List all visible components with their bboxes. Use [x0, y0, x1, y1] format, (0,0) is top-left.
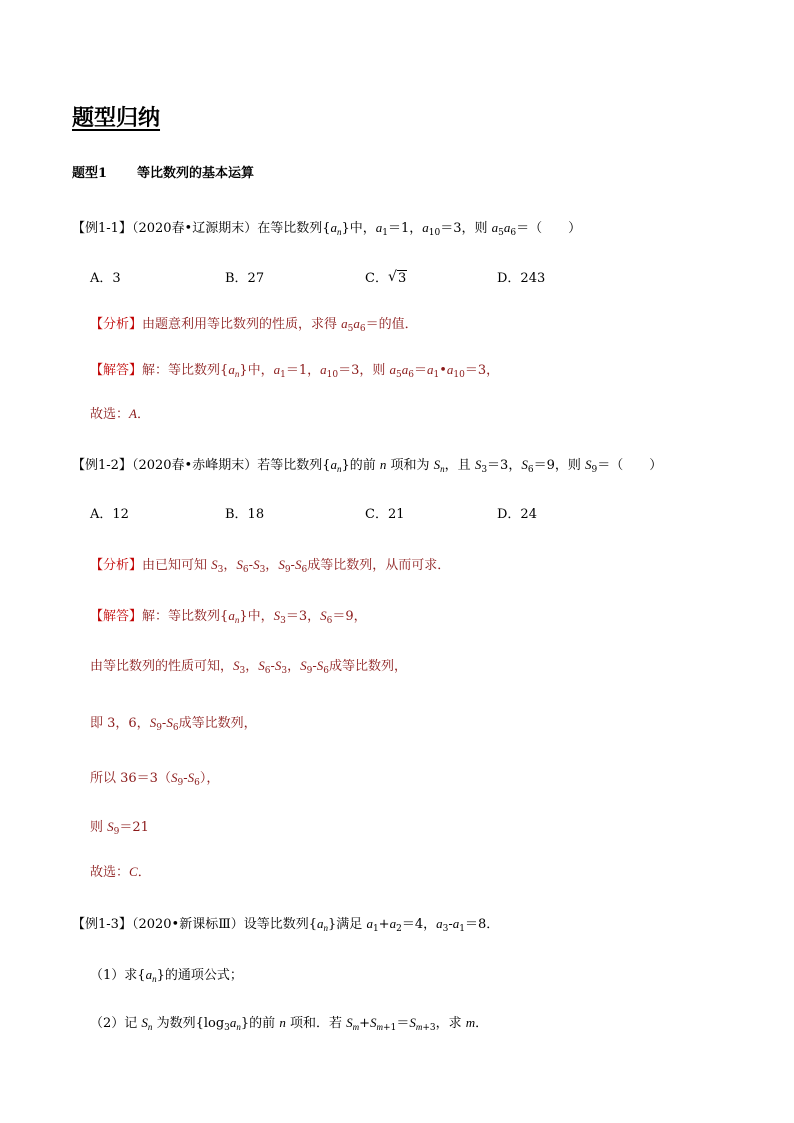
- question-text: （2）记: [90, 1016, 138, 1031]
- section-name: 等比数列的基本运算: [137, 166, 255, 181]
- example-1-2-stem: 【例1-2】（2020春•赤峰期末）若等比数列$\{a_n\}$的前 n 项和为 $S_n$，且 $S_3=3$，$S_6=9$，则 $S_9=$（ ）: [72, 457, 663, 475]
- answer-tag: 【解答】: [90, 609, 143, 624]
- option-a: A．3: [90, 271, 121, 286]
- example-tag: 【例1-1】: [72, 221, 132, 236]
- question-tail: 项和．若: [289, 1016, 342, 1031]
- analysis-end: 的值．: [378, 317, 418, 332]
- answer-text: 解：等比数列: [142, 609, 221, 624]
- choice-suffix: ．: [137, 865, 151, 880]
- option-c-label: C．: [365, 271, 388, 286]
- question-text: （1）求: [90, 968, 138, 983]
- choice-prefix: 故选：: [90, 865, 130, 880]
- example-1-2-answer: 【解答】解：等比数列$\{a_n\}$中，$S_3=3$，$S_6=9$，: [90, 608, 367, 626]
- stem-text: 在等比数列: [257, 221, 323, 236]
- solution-line-1: 由等比数列的性质可知，$S_3$，$S_6-S_3$，$S_9-S_6$成等比数列，: [90, 658, 408, 676]
- answer-tag: 【解答】: [90, 363, 143, 378]
- line-text: 则: [90, 820, 104, 835]
- stem-text: 若等比数列: [257, 458, 323, 473]
- choice-letter: C: [129, 864, 138, 879]
- example-1-1-choice: [90, 405, 150, 424]
- question-last: ，求: [435, 1016, 462, 1031]
- question-1: （1）求$\{a_n\}$的通项公式；: [90, 967, 243, 984]
- solution-line-4: 则 $S_9=21$: [90, 819, 149, 837]
- example-source: （2020•新课标Ⅲ）: [131, 917, 244, 932]
- line-text: 由等比数列的性质可知，: [90, 659, 234, 674]
- option-c: C．21: [365, 507, 405, 522]
- example-tag: 【例1-2】: [72, 458, 132, 473]
- choice-letter: A: [129, 406, 137, 421]
- analysis-end: 成等比数列，从而可求．: [307, 558, 451, 573]
- analysis-tag: 【分析】: [90, 317, 143, 332]
- example-1-2-analysis: 【分析】由已知可知 $S_3$，$S_6-S_3$，$S_9-S_6$成等比数列，从而可求．: [90, 557, 451, 575]
- line-text: 所以 36＝3（: [90, 771, 171, 786]
- example-1-3-stem: 【例1-3】（2020•新课标Ⅲ）设等比数列$\{a_n\}$满足 $a_1+a_2=4$，$a_3-a_1=8$．: [72, 916, 500, 934]
- choice-prefix: 故选：: [90, 407, 130, 422]
- analysis-tag: 【分析】: [90, 558, 143, 573]
- option-b: B．27: [225, 271, 265, 286]
- line-end: ），: [199, 771, 220, 786]
- analysis-text: 由已知可知: [142, 558, 208, 573]
- answer-text: 解：等比数列: [142, 363, 221, 378]
- stem-text: 设等比数列: [243, 917, 309, 932]
- question-2: （2）记 $S_n$ 为数列$\{\log_3a_n\}$的前 n 项和．若 $S_m+S_{m+1}=S_{m+3}$，求 m．: [90, 1015, 489, 1033]
- example-source: （2020春•赤峰期末）: [131, 458, 258, 473]
- sqrt-3: √ 3: [387, 269, 407, 286]
- page-title: 题型归纳: [72, 105, 161, 131]
- section-label: 题型1: [72, 166, 108, 181]
- example-1-1-stem: 【例1-1】（2020春•辽源期末）在等比数列$\{a_n\}$中，$a_1=1$，$a_{10}=3$，则 $a_5a_6=$（ ）: [72, 220, 582, 238]
- example-1-1-analysis: 【分析】由题意利用等比数列的性质，求得 $a_5a_6=$的值．: [90, 316, 418, 334]
- question-end: 的通项公式；: [164, 968, 243, 983]
- question-mid: 为数列: [156, 1016, 196, 1031]
- option-d: D．243: [497, 271, 546, 286]
- example-1-2-choice: [90, 863, 151, 882]
- solution-line-3: 所以 $36=3(S_9-S_6)$，: [90, 770, 220, 788]
- option-b: B．18: [225, 507, 265, 522]
- option-c: [365, 270, 407, 288]
- example-source: （2020春•辽源期末）: [131, 221, 258, 236]
- example-1-1-answer: 【解答】解：等比数列$\{a_n\}$中，$a_1=1$，$a_{10}=3$，则 $a_5a_6=a_1•a_{10}=3$，: [90, 362, 500, 380]
- line-text: 即 3，6，: [90, 716, 150, 731]
- line-end: 成等比数列，: [178, 716, 257, 731]
- option-a: A．12: [90, 507, 129, 522]
- option-d: D．24: [497, 507, 537, 522]
- analysis-text: 由题意利用等比数列的性质，求得: [142, 317, 338, 332]
- line-end: ＝21: [119, 820, 149, 835]
- section-heading: [72, 165, 254, 183]
- line-end: 成等比数列，: [329, 659, 408, 674]
- choice-suffix: ．: [136, 407, 150, 422]
- example-tag: 【例1-3】: [72, 917, 132, 932]
- solution-line-2: 即 3，6，$S_9-S_6$成等比数列，: [90, 715, 257, 733]
- question-end: 的前: [249, 1016, 276, 1031]
